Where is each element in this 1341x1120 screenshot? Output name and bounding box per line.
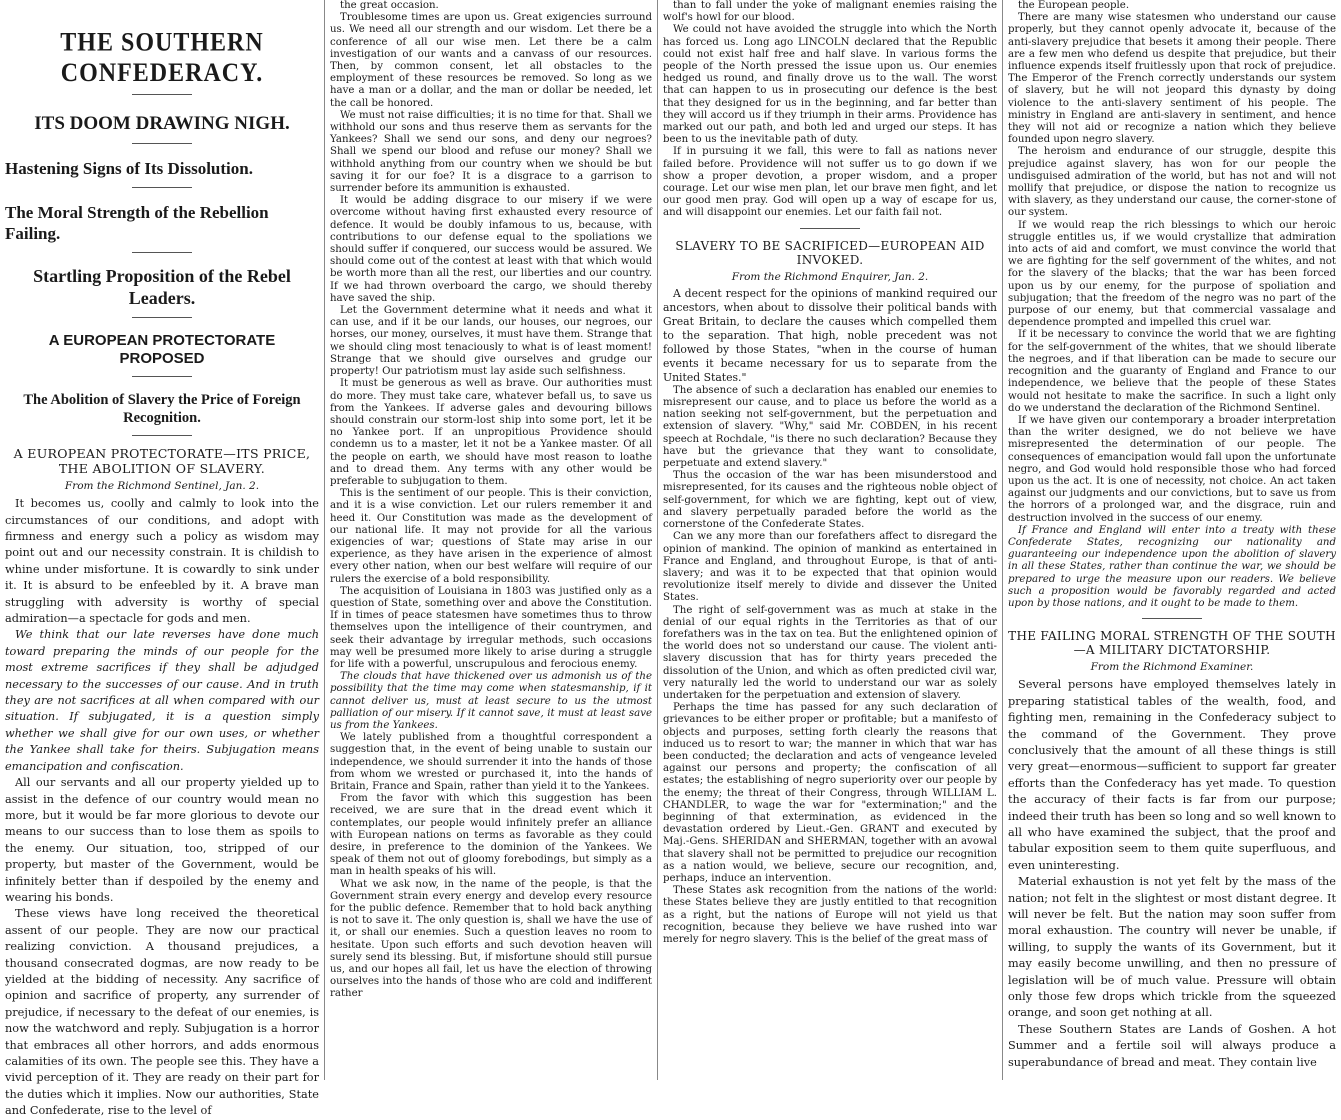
column-2 [325,0,658,1080]
paragraph: Thus the occasion of the war has been misunderstood and misrepresented, for its causes and the righteous noble object of self-government, for which we are fighting, kept out of view, and slavery perpetually paraded before the world as the cornerstone of the Confederate States. [663,470,997,531]
divider [132,94,192,95]
paragraph: If we have given our contemporary a broader interpretation than the writer designed, we do not believe we have misrepresented the determination of our people. The consequences of emancipation would fall upon the unfortunate negro, and God would hold responsible those who had forced upon us the act. It is one of necessity, not choice. An act taken against our judgments and our convictions, but to save us from the horrors of a prolonged war, and the disgrace, ruin and destruction involved in the success of our enemy. [1008,414,1336,524]
deck-headline-3: The Moral Strength of the Rebellion Failing. [5,203,269,243]
paragraph: If France and England will enter into a treaty with these Confederate States, recognizing our nationality and guaranteeing our independence upon the abolition of slavery in all these States, rather than continue the war, we should be prepared to urge the measure upon our readers. We believe such a proposition would be favorably regarded and acted upon by those nations, and it ought to be made to them. [1008,524,1336,609]
paragraph: If in pursuing it we fall, this were to fall as nations never failed before. Providence will not suffer us to go down if we show a proper devotion, a proper wisdom, and a proper courage. Let our wise men plan, let our brave men fight, and let our good men pray. God will open up a way of escape for us, and will disappoint our enemies. Let our faith fail not. [663,146,997,219]
divider [1142,618,1202,619]
paragraph: the great occasion. [340,0,439,11]
paragraph: We lately published from a thoughtful correspondent a suggestion that, in the event of being unable to sustain our independence, we should surrender it into the hands of those from whom we wrested or purchased it, into the hands of Britain, France and Spain, rather than yield it to the Yankees. [330,732,652,792]
article-body [1008,677,1336,1071]
paragraph: It becomes us, coolly and calmly to look into the circumstances of our conditions, and adopt with firmness and energy such a policy as wisdom may point out and our necessity constrain. It is childish to whine under misfortune. It is cowardly to sink under it. It is absurd to be enfeebled by it. A brave man struggling with adversity is worthy of special admiration—a spectacle for gods and men. [5,497,319,626]
deck-headline-5: A EUROPEAN PROTECTORATE PROPOSED [48,332,276,367]
divider [800,228,860,229]
deck-headline-1: ITS DOOM DRAWING NIGH. [34,113,290,134]
paragraph: Perhaps the time has passed for any such declaration of grievances to be either proper or profitable; but a manifesto of objects and purposes, setting forth clearly the reasons that induced us to resort to war; the manner in which that war has been conducted; the declaration and acts of vengeance leveled against our persons and property; the confiscation of all estates; the establishing of negro superiority over our people by the enemy; the threat of their Congress, through WILLIAM L. CHANDLER, to wage the war for "extermination;" and the beginning of that extermination, as evidenced in the devastation ordered by Lieut.-Gen. GRANT and executed by Maj.-Gens. SHERIDAN and SHERMAN, together with an avowal that slavery shall not be permitted to prejudice our recognition as a nation would, we believe, secure our recognition, and, perhaps, induce an intervention. [663,702,997,884]
article-body [5,496,319,1119]
paragraph: than to fall under the yoke of malignant enemies raising the wolf's howl for our blood. [663,0,997,24]
paragraph: There are many wise statesmen who understand our cause properly, but they cannot openly advocate it, because of the anti-slavery prejudice that besets it among their people. There are a few men who defend us despite that prejudice, but their influence expends itself fruitlessly upon that rock of prejudice. The Emperor of the French correctly understands our system of slavery, but he will not jeopard this dynasty by doing violence to the anti-slavery sentiment of his people. The ministry in England are anti-slavery in sentiment, and hence they will not aid or recognize a nation which they believe founded upon negro slavery. [1008,12,1336,146]
divider [132,317,192,318]
article-source: From the Richmond Enquirer, Jan. 2. [731,270,929,283]
paragraph: The heroism and endurance of our struggle, despite this prejudice against slavery, has won for our people the undisguised admiration of the world, but has not and will not mollify that prejudice, or dispose the nation to recognize us with slavery, as they understand our cause, the corner-stone of our system. [1008,146,1336,219]
article-title: SLAVERY TO BE SACRIFICED—EUROPEAN AID INVOKED. [675,238,985,267]
paragraph: Several persons have employed themselves lately in preparing statistical tables of the wealth, food, and fighting men, remaining in the Confederacy subject to the command of the Government. They prove conclusively that the amount of all these things is still very great—enormous—sufficient to support far greater efforts than the Confederacy has yet made. To question the accuracy of their facts is far from our purpose; indeed their truth has been so long and so well known to all who have examined the subject, that the proof and tabular exposition seem to them quite superfluous, and even uninteresting. [1008,678,1336,872]
divider [132,376,192,377]
paragraph: If it be necessary to convince the world that we are fighting for the self-government of the whites, that we should liberate the negroes, and if that liberation can be made to secure our recognition and the guaranty of England and France to our independence, we believe that the people of these States would not hesitate to make the sacrifice. In such a light only do we understand the declaration of the Richmond Sentinel. [1008,329,1336,414]
paragraph: All our servants and all our property yielded up to assist in the defence of our country would mean no more, but it would be far more glorious to devote our means to our success than to lose them as spoils to the enemy. Our situation, too, stripped of our property, but master of the Government, would be infinitely better than if despoiled by the enemy and wearing his bonds. [5,776,319,904]
paragraph: We think that our late reverses have done much toward preparing the minds of our people for the most extreme sacrifices if they shall be adjudged necessary to the successes of our cause. And in truth they are not sacrifices at all when compared with our situation. If subjugated, it is a question simply whether we shall give for our own uses, or whether the Yankee shall take for theirs. Subjugation means emancipation and confiscation. [5,628,319,773]
divider [132,143,192,144]
article-title: A EUROPEAN PROTECTORATE—ITS PRICE, THE ABOLITION OF SLAVERY. [13,446,311,476]
deck-headline-6: The Abolition of Slavery the Price of Foreign Recognition. [23,392,301,426]
divider [132,187,192,188]
paragraph: The acquisition of Louisiana in 1803 was justified only as a question of State, something over and above the Constitution. If in times of peace statesmen have sometimes thus to throw themselves upon the intelligence of their countrymen, and seek their advantage by irregular methods, such occasions may well be presumed more likely to arise during a struggle for life with a powerful, unscrupulous and ferocious enemy. [330,585,652,670]
paragraph: It would be adding disgrace to our misery if we were overcome without having first exhausted every resource of defence. It would be doubly infamous to us, because, with contributions to our defense equal to the spoliations we should suffer if conquered, our success would be assured. We should come out of the contest at least with that which would be worth more than all the rest, our liberties and our country. If we had thrown overboard the cargo, we should thereby have saved the ship. [330,195,652,304]
paragraph: These Southern States are Lands of Goshen. A hot Summer and a fertile soil will always produce a superabundance of bread and meat. They contain live [1008,1022,1336,1069]
paragraph: These views have long received the theoretical assent of our people. They are now our practical realizing conviction. A thousand prejudices, a thousand consecrated dogmas, are now ready to be yielded at the bidding of necessity. Any sacrifice of opinion and sacrifice of property, any surrender of prejudice, if necessary to the defeat of our enemies, is now the watchword and reply. Subjugation is a horror that embraces all other horrors, and adds enormous calamities of its own. The people see this. They have a vivid perception of it. They are ready on their part for the duties which it implies. Now our authorities, State and Confederate, rise to the level of [5,907,319,1118]
paragraph: If we would reap the rich blessings to which our heroic struggle entitles us, if we would crystallize that admiration into acts of aid and comfort, we must convince the world that we are fighting for the self government of the whites, and not for the slavery of the blacks; that the war has been forced upon us by our enemy, for the purpose of spoliation and subjugation; that the freedom of the negro was no part of the purpose of our enemy, but that commercial vassalage and dependence prompted and impelled this cruel war. [1008,219,1336,329]
column-3 [658,0,1003,1080]
column-4 [1003,0,1341,1080]
divider [132,435,192,436]
article-title: THE FAILING MORAL STRENGTH OF THE SOUTH—A MILITARY DICTATORSHIP. [1008,629,1336,658]
deck-headline-2: Hastening Signs of Its Dissolution. [5,159,253,178]
paragraph: A decent respect for the opinions of mankind required our ancestors, when about to dissolve their political bands with Great Britain, to declare the causes which compelled them to the separation. That high, noble precedent was not followed by those States, "when in the course of human events it became necessary for us to separate from the United States." [663,286,997,384]
paragraph: Can we any more than our forefathers affect to disregard the opinion of mankind. The opinion of mankind as entertained in France and England, and throughout Europe, is that of anti-slavery; and was it to be expected that that opinion would revolutionize itself merely to divide and dissever the United States. [663,531,997,604]
paragraph: This is the sentiment of our people. This is their conviction, and it is a wise conviction. Let our rulers remember it and heed it. Our Constitution was made as the development of our national life. It may not provide for all the various exigencies of war; questions of State may arise in our experience, as they have arisen in the experience of almost every other nation, when our best welfare will require of our rulers the exercise of a bold responsibility. [330,488,652,585]
paragraph: It must be generous as well as brave. Our authorities must do more. They must take care, whatever befall us, to save us from the Yankees. If adverse gales and devouring billows should constrain our storm-lost ship into some port, let it be no Yankee port. If an unpropitious Providence should condemn us to a master, let it not be a Yankee master. Of all the people on earth, we should have most reason to loathe and to dread them. Any terms with any other would be preferable to subjugation to them. [330,378,652,487]
article-source: From the Richmond Examiner. [1090,661,1254,674]
paragraph: From the favor with which this suggestion has been received, we are sure that in the dread event which it contemplates, our people would infinitely prefer an alliance with European nations on terms as favorable as they could desire, in preference to the dominion of the Yankees. We speak of them not out of gloomy forebodings, but simply as a man in health speaks of his will. [330,793,652,878]
paragraph: Material exhaustion is not yet felt by the mass of the nation; not felt in the slightest or most distant degree. It will never be felt. But the nation may soon suffer from moral exhaustion. The country will never be unable, if willing, to supply the wants of its Government, but it may easily become unwilling, and then no pressure of legislation will be of much value. Pressure will obtain only those few drops which trickle from the squeezed orange, and soon get nothing at all. [1008,875,1336,1020]
article-source: From the Richmond Sentinel, Jan. 2. [64,480,260,492]
paragraph: Troublesome times are upon us. Great exigencies surround us. We need all our strength and our wisdom. Let there be a conference of all our wise men. Let there be a calm investigation of our wants and a canvass of our resources. Then, by common consent, let all obstacles to the employment of these resources be removed. So long as we have a man or a dollar, and the man or dollar be needed, let the call be honored. [330,12,652,109]
paragraph: These States ask recognition from the nations of the world: these States believe they are justly entitled to that recognition as a right, but the nations of Europe will not yield us that recognition, because they believe we have rushed into war merely for negro slavery. This is the belief of the great mass of [663,885,997,945]
paragraph: The clouds that have thickened over us admonish us of the possibility that the time may come when statesmanship, if it cannot deliver us, must at least secure to us the utmost palliation of our misery. If it cannot save, it must at least save us from the Yankees. [330,671,652,731]
paragraph: What we ask now, in the name of the people, is that the Government strain every energy and develop every resource for the public defence. Remember that to hold back anything is not to save it. The only question is, shall we have the use of it, or shall our enemies. Such a question leaves no room to hesitate. Upon such efforts and such devotion heaven will surely send its blessing. But, if misfortune should still pursue us, and our hopes all fail, let us have the election of throwing ourselves into the hands of those who are cold and indifferent rather [330,878,652,1000]
paragraph: We must not raise difficulties; it is no time for that. Shall we withhold our sons and thus reserve them as servants for the Yankees? Shall we send our sons, and deny our negroes? Shall we spend our blood and refuse our money? Shall we withhold anything from our country when we should be but saving it for our foe? It is a disgrace to a garrison to surrender before its ammunition is exhausted. [330,109,652,195]
column-1 [0,0,325,1118]
paragraph: Let the Government determine what it needs and what it can use, and if it be our lands, our houses, our negroes, our horses, our money, ourselves, it must have them. Strange that we should cling most tenaciously to what is of least moment! Strange that we should give ourselves and grudge our property! Our patriotism must lay aside such selfishness. [330,305,652,378]
paragraph: The absence of such a declaration has enabled our enemies to misrepresent our cause, and to place us before the world as a nation seeking not self-government, but the perpetuation and extension of slavery. "Why," said Mr. COBDEN, in his recent speech at Rochdale, "is there no such declaration? Because they have but the grievance that they want to consolidate, perpetuate and extend slavery." [663,384,997,470]
divider [132,252,192,253]
paragraph: The right of self-government was as much at stake in the denial of our equal rights in the Territories as that of our forefathers was in the tax on tea. But the enlightened opinion of the world does not so understand our cause. The violent anti-slavery discussion that has for thirty years preceded the dissolution of the Union, and which as often predicted civil war, very naturally led the world to understand our war as solely undertaken for the perpetuation and extension of slavery. [663,604,997,701]
paragraph: We could not have avoided the struggle into which the North has forced us. Long ago LINCOLN declared that the Republic could not exist half free and half slave. In various forms the people of the North pressed the issue upon us. Our enemies hedged us round, and finally drove us to the wall. The worst that can happen to us in prosecuting our defence is the best that they designed for us in the beginning, and far better than they will accord us if they triumph in their arms. Providence has marked out our path, and both led and urged our steps. It has been to us the inevitable path of duty. [663,24,997,146]
main-headline: THE SOUTHERN CONFEDERACY. [60,28,264,88]
paragraph: the European people. [1018,0,1130,11]
deck-headline-4: Startling Proposition of the Rebel Leaders. [33,266,291,308]
